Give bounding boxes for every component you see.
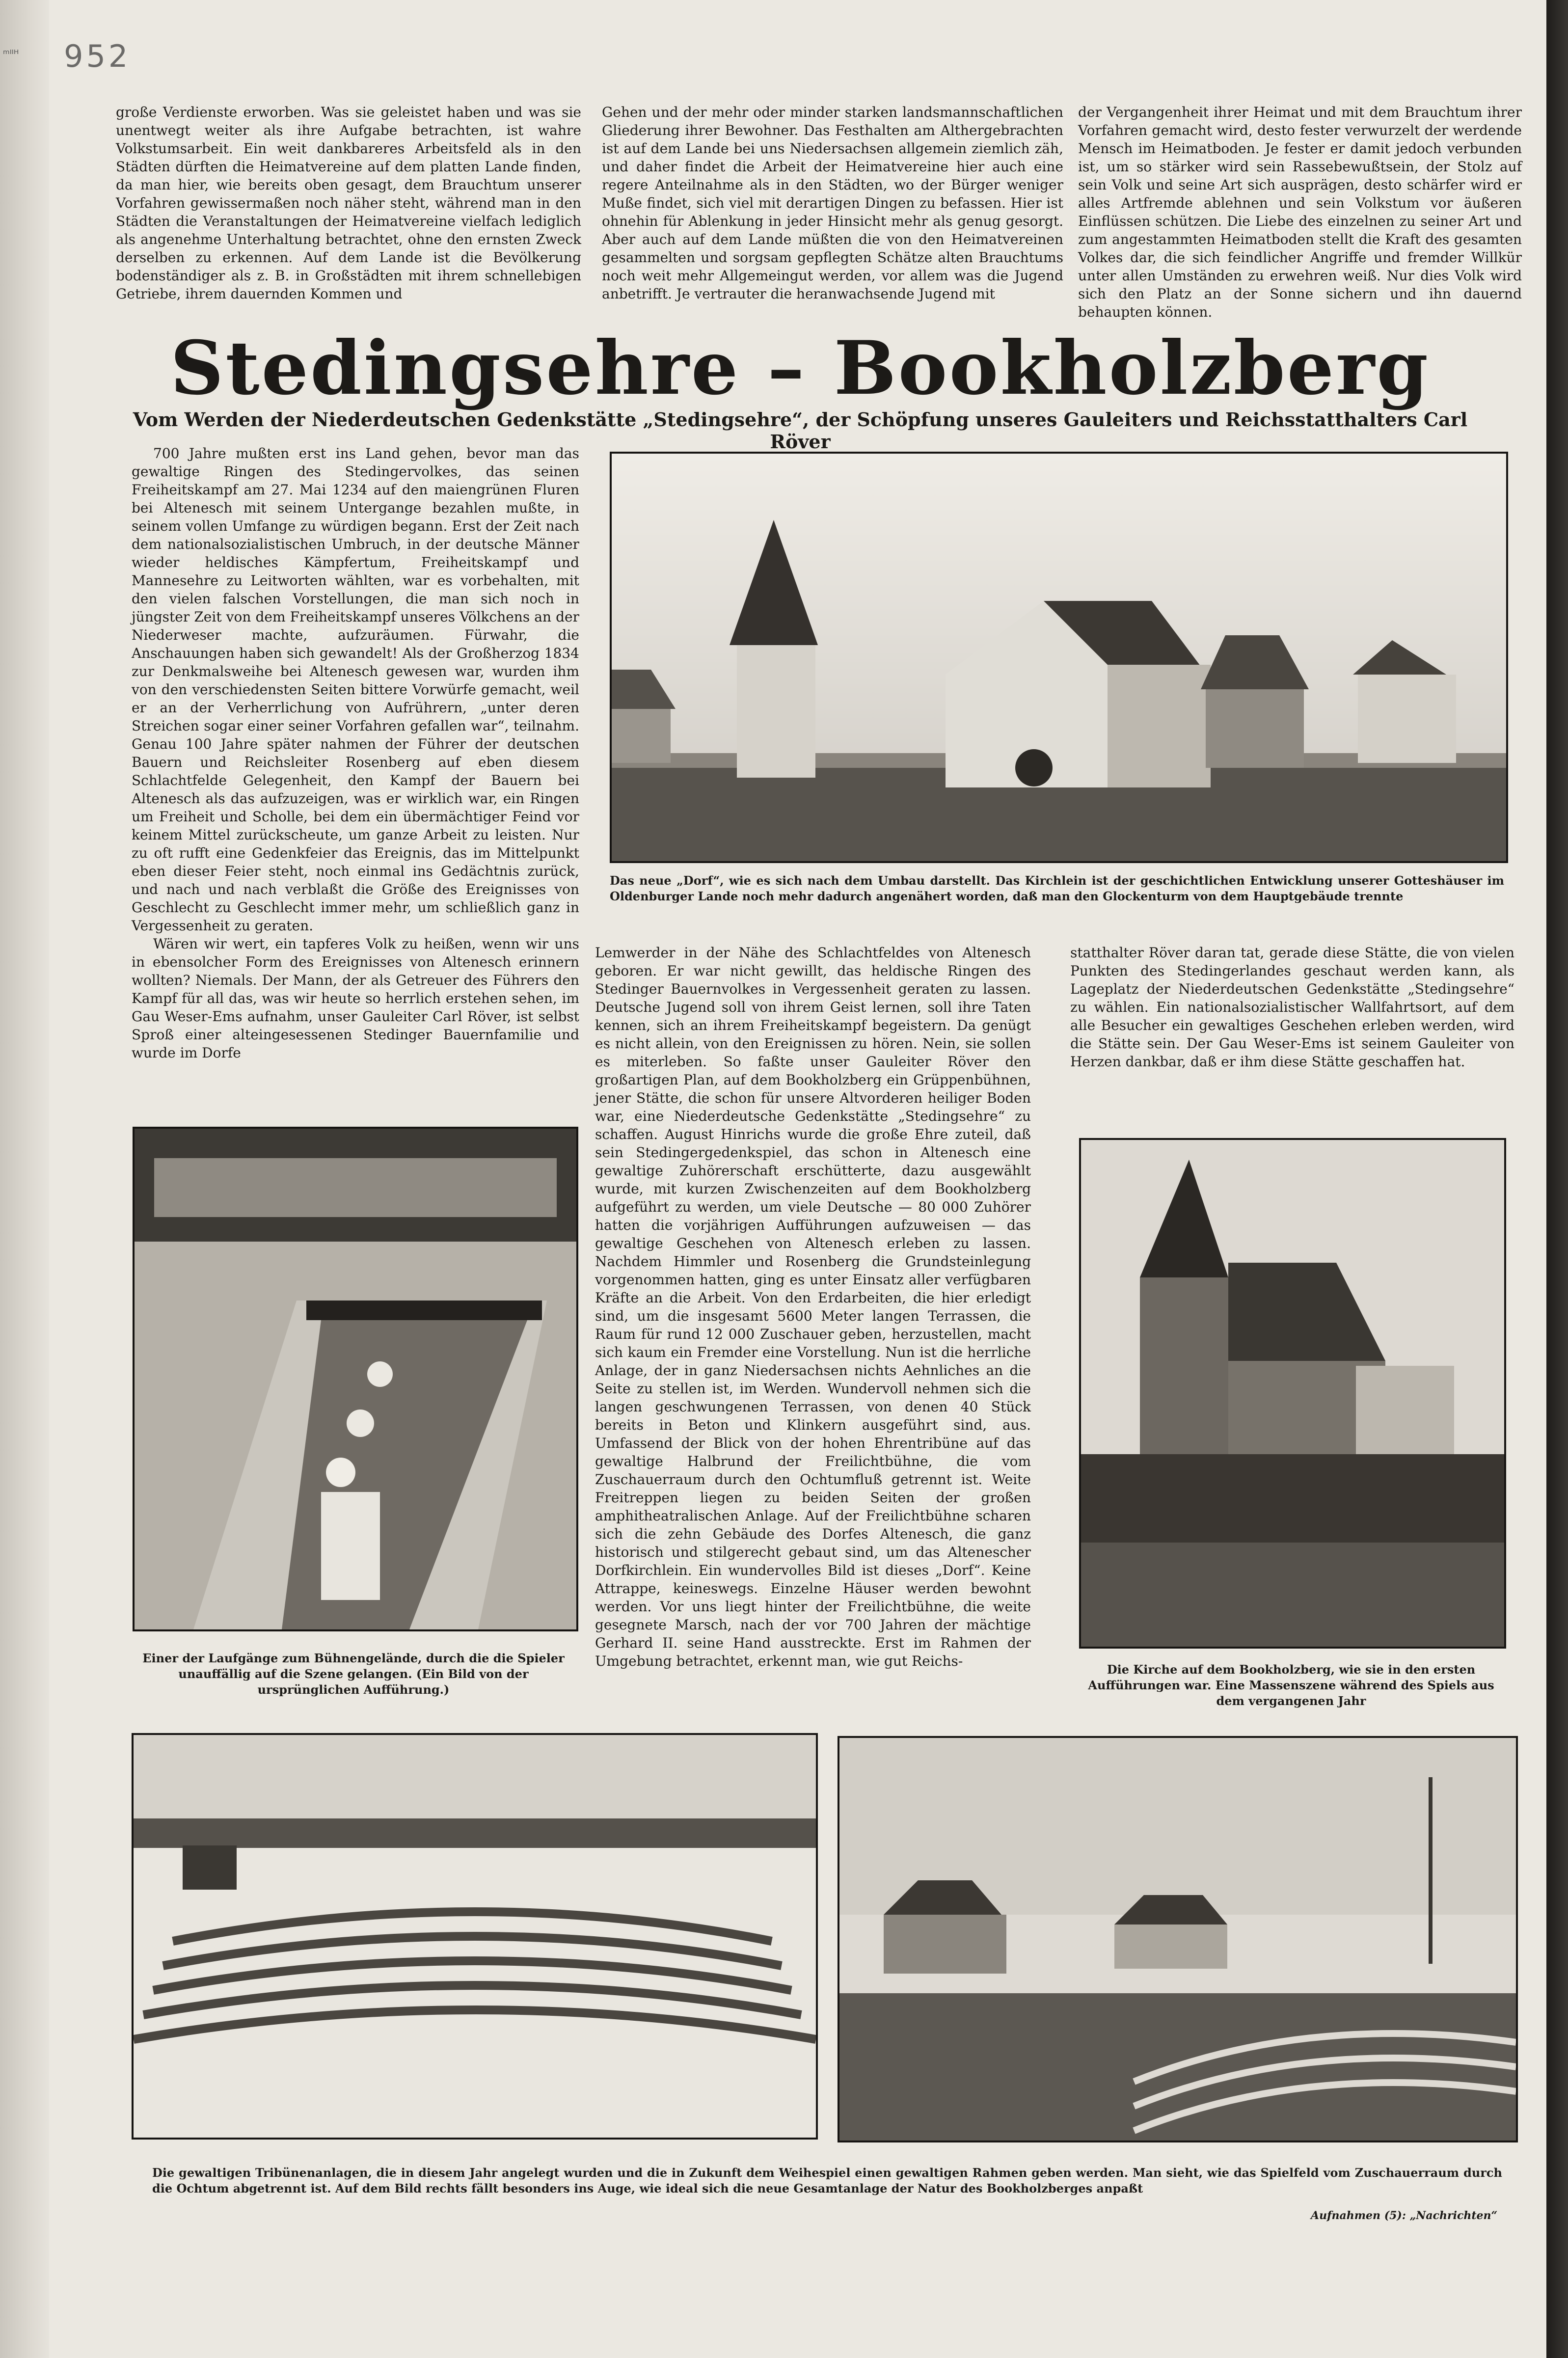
top-column-3-text: der Vergangenheit ihrer Heimat und mit dem Brauchtum ihrer Vorfahren gemacht wird, desto fester verwurzelt der werdende Mensch im Heimatboden. Je fester er damit jedoch verbunden ist, um so stärker wird sein Rassebewußtsein, der Stolz auf sein Volk und seine Art sich ausprägen, desto schärfer wird er alles Artfremde ablehnen und sein Volkstum vor äußeren Einflüssen schützen. Die Liebe des einzelnen zu seiner Art und zum angestammten Heimatboden stellt die Kraft des gesamten Volkes dar, die sich feindlicher Angriffe und fremder Willkür unter allen Umständen zu erwehren weiß. Nur dies Volk wird sich den Platz an der Sonne sichern und ihn dauernd behaupten können.	[1078, 104, 1522, 320]
article-lead: 700 Jahre mußten erst ins Land gehen, bevor man das gewaltige Ringen des Stedingervolkes, das seinen Freiheitskampf am 27. Mai 1234 auf den maiengrünen Fluren bei Altenesch mit seinem Untergange bezahlen mußte, in seinem vollen Umfange zu würdigen begann. Erst der Zeit nach dem nationalsozialistischen Umbruch, in der deutsche Männer wieder heldisches Kämpfertum, Freiheitskampf und Mannesehre zu Leitworten wählten, war es vorbehalten, mit den vielen falschen Vorstellungen, die man sich noch in jüngster Zeit von dem Freiheitskampf unseres Völkchens an der Niederweser machte, aufzuräumen. Fürwahr, die Anschauungen haben sich gewandelt! Als der Großherzog 1834 zur Denkmalsweihe bei Altenesch gewesen war, wurden ihm von den verschiedensten Seiten bittere Vorwürfe gemacht, weil er an der Verherrlichung von Aufrührern, „unter deren Streichen sogar einer seiner Vorfahren gefallen war“, teilnahm. Genau 100 Jahre später nahmen der Führer der deutschen Bauern und Reichsleiter Rosenberg auf eben diesem Schlachtfelde Gelegenheit, den Kampf der Bauern bei Altenesch als das aufzuzeigen, was er wirklich war, ein Ringen um Freiheit und Scholle, bei dem ein übermächtiger Feind vor keinem Mittel zurückscheute, um ganze Arbeit zu leisten. Nur zu oft rufft eine Gedenkfeier das Ereignis, das im Mittelpunkt eben dieser Feier steht, noch einmal ins Gedächtnis zurück, und nach und nach verblaßt die Größe des Ereignisses von Geschlecht zu Geschlecht immer mehr, um schließlich ganz in Vergessenheit zu geraten.	[132, 445, 579, 934]
tribune-photo-left-image	[134, 1735, 816, 2138]
article-column-2-text: Lemwerder in der Nähe des Schlachtfeldes von Altenesch geboren. Er war nicht gewillt, das heldische Ringen des Stedinger Bauernvolkes in Vergessenheit geraten zu lassen. Deutsche Jugend soll von ihrem Geist lernen, soll ihre Taten kennen, sich an ihrem Freiheitskampf begeistern. Da genügt es nicht allein, von den Ereignissen zu hören. Nein, sie sollen es miterleben. So faßte unser Gauleiter Röver den großartigen Plan, auf dem Bookholzberg ein Grüppenbühnen, jener Stätte, die schon für unsere Altvorderen heiliger Boden war, eine Niederdeutsche Gedenkstätte „Stedingsehre“ zu schaffen. August Hinrichs wurde die große Ehre zuteil, daß sein Stedingergedenkspiel, das schon in Altenesch eine gewaltige Zuhörerschaft erschütterte, dazu ausgewählt wurde, mit kurzen Zwischenzeiten auf dem Bookholzberg aufgeführt zu werden, um viele Deutsche — 80 000 Zuhörer hatten die vorjährigen Aufführungen aufzuweisen — das gewaltige Geschehen von Altenesch erleben zu lassen. Nachdem Himmler und Rosenberg die Grundsteinlegung vorgenommen hatten, ging es unter Einsatz aller verfügbaren Kräfte an die Arbeit. Von den Erdarbeiten, die hier erledigt sind, um die insgesamt 5600 Meter langen Terrassen, die Raum für rund 12 000 Zuschauer geben, herzustellen, macht sich kaum ein Fremder eine Vorstellung. Nun ist die herrliche Anlage, der in ganz Niedersachsen nichts Aehnliches an die Seite zu stellen ist, im Werden. Wundervoll nehmen sich die langen geschwungenen Terrassen, von denen 40 Stück bereits in Beton und Klinkern ausgeführt sind, aus. Umfassend der Blick von der hohen Ehrentribüne auf das gewaltige Halbrund der Freilichtbühne, die vom Zuschauerraum durch den Ochtumfluß getrennt ist. Weite Freitreppen liegen zu beiden Seiten der großen amphitheatralischen Anlage. Auf der Freilichtbühne scharen sich die zehn Gebäude des Dorfes Altenesch, die ganz historisch und stilgerecht gebaut sind, um das Altenescher Dorfkirchlein. Ein wundervolles Bild ist dieses „Dorf“. Keine Attrappe, keineswegs. Einzelne Häuser werden bewohnt werden. Vor uns liegt hinter der Freilichtbühne, die weite gesegnete Marsch, nach der vor 700 Jahren der mächtige Gerhard II. seine Hand ausstreckte. Erst im Rahmen der Umgebung betrachtet, erkennt man, wie gut Reichs-	[595, 945, 1031, 1669]
scan-right-edge	[1546, 0, 1568, 2358]
tribune-photo-left	[132, 1733, 818, 2140]
top-column-2	[602, 103, 1063, 303]
page-number: 952	[64, 38, 131, 74]
article-column-3	[1070, 944, 1514, 1071]
top-column-3	[1078, 103, 1522, 321]
scan-left-margin	[0, 0, 49, 2358]
church-photo-image	[1081, 1140, 1504, 1647]
page-mark: ᵐᴵᴵᴴ	[3, 48, 19, 60]
article-column-1	[132, 444, 579, 1062]
tribune-photos-caption: Die gewaltigen Tribünenanlagen, die in diesem Jahr angelegt wurden und die in Zukunft dem Weihespiel einen gewaltigen Rahmen geben werden. Man sieht, wie das Spielfeld vom Zuschauerraum durch die Ochtum abgetrennt ist. Auf dem Bild rechts fällt besonders ins Auge, wie ideal sich die neue Gesamtanlage der Natur des Bookholzberges anpaßt	[152, 2166, 1502, 2195]
headline-subtitle: Vom Werden der Niederdeutschen Gedenkstätte „Stedingsehre“, der Schöpfung unseres Gauleiters und Reichsstatthalters Carl Röver	[133, 408, 1468, 453]
article-column-2	[595, 944, 1031, 1670]
church-photo	[1079, 1138, 1506, 1649]
trench-photo-image	[135, 1129, 576, 1629]
top-column-1-text: große Verdienste erworben. Was sie geleistet haben und was sie unentwegt weiter als ihre Aufgabe betrachten, ist wahre Volkstumsarbeit. Ein weit dankbareres Arbeitsfeld als in den Städten dürften die Heimatvereine auf dem platten Lande finden, da man hier, wie bereits oben gesagt, dem Brauchtum unserer Vorfahren gewissermaßen noch näher steht, während man in den Städten die Veranstaltungen der Heimatvereine vielfach lediglich als angenehme Unterhaltung betrachtet, ohne den ernsten Zweck derselben zu erkennen. Auf dem Lande ist die Bevölkerung bodenständiger als z. B. in Großstädten mit ihrem schnellebigen Getriebe, ihrem dauernden Kommen und	[116, 104, 581, 302]
church-photo-caption: Die Kirche auf dem Bookholzberg, wie sie in den ersten Aufführungen war. Eine Massenszene während des Spiels aus dem vergangenen Jahr	[1088, 1662, 1494, 1708]
photo-credit: Aufnahmen (5): „Nachrichten“	[1311, 2209, 1498, 2222]
article-paragraph-2: Wären wir wert, ein tapferes Volk zu heißen, wenn wir uns in ebensolcher Form des Ereignisses von Altenesch erinnern wollten? Niemals. Der Mann, der als Getreuer des Führers den Kampf für all das, was wir heute so herrlich erstehen sehen, im Gau Weser-Ems aufnahm, unser Gauleiter Carl Röver, ist selbst Sproß einer alteingesessenen Stedinger Bauernfamilie und wurde im Dorfe	[132, 936, 579, 1061]
headline-title: Stedingsehre – Bookholzberg	[170, 325, 1430, 411]
top-column-1	[116, 103, 581, 303]
trench-photo-caption: Einer der Laufgänge zum Bühnengelände, durch die die Spieler unauffällig auf die Szene gelangen. (Ein Bild von der ursprünglichen Aufführung.)	[142, 1651, 565, 1697]
trench-photo	[133, 1127, 578, 1631]
tribune-photo-right-image	[839, 1738, 1516, 2141]
village-photo-caption: Das neue „Dorf“, wie es sich nach dem Umbau darstellt. Das Kirchlein ist der geschichtlichen Entwicklung unserer Gotteshäuser im Oldenburger Lande noch mehr dadurch angenähert worden, daß man den Glockenturm von dem Hauptgebäude trennte	[610, 873, 1504, 903]
top-column-2-text: Gehen und der mehr oder minder starken landsmannschaftlichen Gliederung ihrer Bewohner. Das Festhalten am Althergebrachten ist auf dem Lande bei uns Niedersachsen allgemein ziemlich zäh, und daher findet die Arbeit der Heimatvereine hier auch eine regere Anteilnahme als in den Städten, wo der Bürger weniger Muße findet, sich viel mit derartigen Dingen zu befassen. Hier ist ohnehin für Ablenkung in jeder Hinsicht mehr als genug gesorgt. Aber auch auf dem Lande müßten die von den Heimatvereinen gesammelten und sorgsam gepflegten Schätze alten Brauchtums noch weit mehr Allgemeingut werden, vor allem was die Jugend anbetrifft. Je vertrauter die heranwachsende Jugend mit	[602, 104, 1063, 302]
article-column-3-text: statthalter Röver daran tat, gerade diese Stätte, die von vielen Punkten des Stedingerlandes geschaut werden kann, als Lageplatz der Niederdeutschen Gedenkstätte „Stedingsehre“ zu wählen. Ein nationalsozialistischer Wallfahrtsort, auf dem alle Besucher ein gewaltiges Geschehen erleben werden, wird die Stätte sein. Der Gau Weser-Ems ist seinem Gauleiter von Herzen dankbar, daß er ihm diese Stätte geschaffen hat.	[1070, 945, 1514, 1070]
village-photo-image	[612, 454, 1506, 861]
tribune-photo-right	[838, 1736, 1518, 2142]
village-photo	[610, 452, 1508, 863]
